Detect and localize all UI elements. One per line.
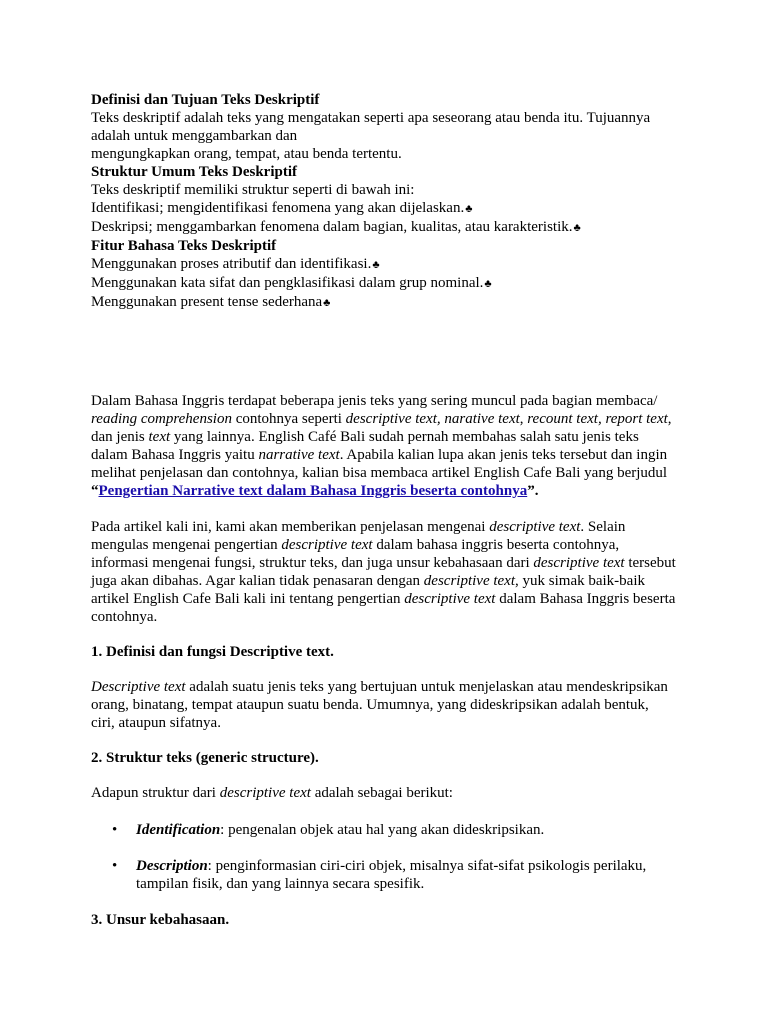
- list-item: Menggunakan kata sifat dan pengklasifikasi dalam grup nominal.♣: [91, 275, 492, 291]
- club-icon: ♣: [323, 297, 331, 309]
- paragraph-overview: Pada artikel kali ini, kami akan memberikan penjelasan mengenai descriptive text. Selain mengulas mengenai pengertian descriptive text dalam bahasa inggris beserta contohnya, informasi mengenai fungsi, struktur teks, dan juga unsur kebahasaan dari descriptive text tersebut juga akan dibahas. Agar kalian tidak penasaran dengan descriptive text, yuk simak baik-baik artikel English Cafe Bali kali ini tentang pengertian descriptive text dalam Bahasa Inggris beserta contohnya.: [91, 519, 676, 625]
- paragraph-structure-intro: Adapun struktur dari descriptive text adalah sebagai berikut:: [91, 785, 453, 801]
- club-icon: ♣: [573, 222, 581, 234]
- text-line: adalah untuk menggambarkan dan: [91, 128, 298, 144]
- heading-definisi-fungsi: 1. Definisi dan fungsi Descriptive text.: [91, 644, 334, 660]
- narrative-text-article-link[interactable]: Pengertian Narrative text dalam Bahasa Inggris beserta contohnya: [98, 483, 528, 499]
- club-icon: ♣: [484, 278, 492, 290]
- section-title-definisi: Definisi dan Tujuan Teks Deskriptif: [91, 92, 320, 108]
- text-line: mengungkapkan orang, tempat, atau benda tertentu.: [91, 146, 402, 162]
- text-line: Teks deskriptif adalah teks yang mengatakan seperti apa seseorang atau benda itu. Tujuannya: [91, 110, 651, 126]
- list-item: Menggunakan present tense sederhana♣: [91, 294, 331, 310]
- club-icon: ♣: [372, 259, 380, 271]
- list-item: Deskripsi; menggambarkan fenomena dalam bagian, kualitas, atau karakteristik.♣: [91, 219, 581, 235]
- document-page: [91, 91, 691, 929]
- structure-bullet-list: [91, 821, 691, 893]
- paragraph-definition: Descriptive text adalah suatu jenis teks yang bertujuan untuk menjelaskan atau mendeskripsikan orang, binatang, tempat ataupun suatu benda. Umumnya, yang dideskripsikan adalah bentuk, ciri, ataupun sifatnya.: [91, 679, 668, 731]
- heading-unsur-kebahasaan: 3. Unsur kebahasaan.: [91, 912, 230, 928]
- club-icon: ♣: [465, 203, 473, 215]
- heading-struktur-teks: 2. Struktur teks (generic structure).: [91, 750, 319, 766]
- bullet-icon: •: [112, 858, 118, 874]
- section-title-struktur: Struktur Umum Teks Deskriptif: [91, 164, 298, 180]
- list-item: • Description: penginformasian ciri-ciri objek, misalnya sifat-sifat psikologis perilaku, tampilan fisik, dan yang lainnya secara spesifik.: [112, 858, 647, 892]
- text-line: Teks deskriptif memiliki struktur seperti di bawah ini:: [91, 182, 415, 198]
- list-item: • Identification: pengenalan objek atau hal yang akan dideskripsikan.: [112, 822, 545, 838]
- section-title-fitur: Fitur Bahasa Teks Deskriptif: [91, 238, 277, 254]
- bullet-icon: •: [112, 822, 118, 838]
- list-item: Identifikasi; mengidentifikasi fenomena yang akan dijelaskan.♣: [91, 200, 473, 216]
- paragraph-intro: Dalam Bahasa Inggris terdapat beberapa jenis teks yang sering muncul pada bagian membaca/ reading comprehension contohnya seperti descriptive text, narative text, recount text, report text, dan jenis text yang lainnya. English Café Bali sudah pernah membahas salah satu jenis teks dalam Bahasa Inggris yaitu narrative text. Apabila kalian lupa akan jenis teks tersebut dan ingin melihat penjelasan dan contohnya, kalian bisa membaca artikel English Cafe Bali yang berjudul “Pengertian Narrative text dalam Bahasa Inggris beserta contohnya”.: [91, 393, 672, 499]
- list-item: Menggunakan proses atributif dan identifikasi.♣: [91, 256, 380, 272]
